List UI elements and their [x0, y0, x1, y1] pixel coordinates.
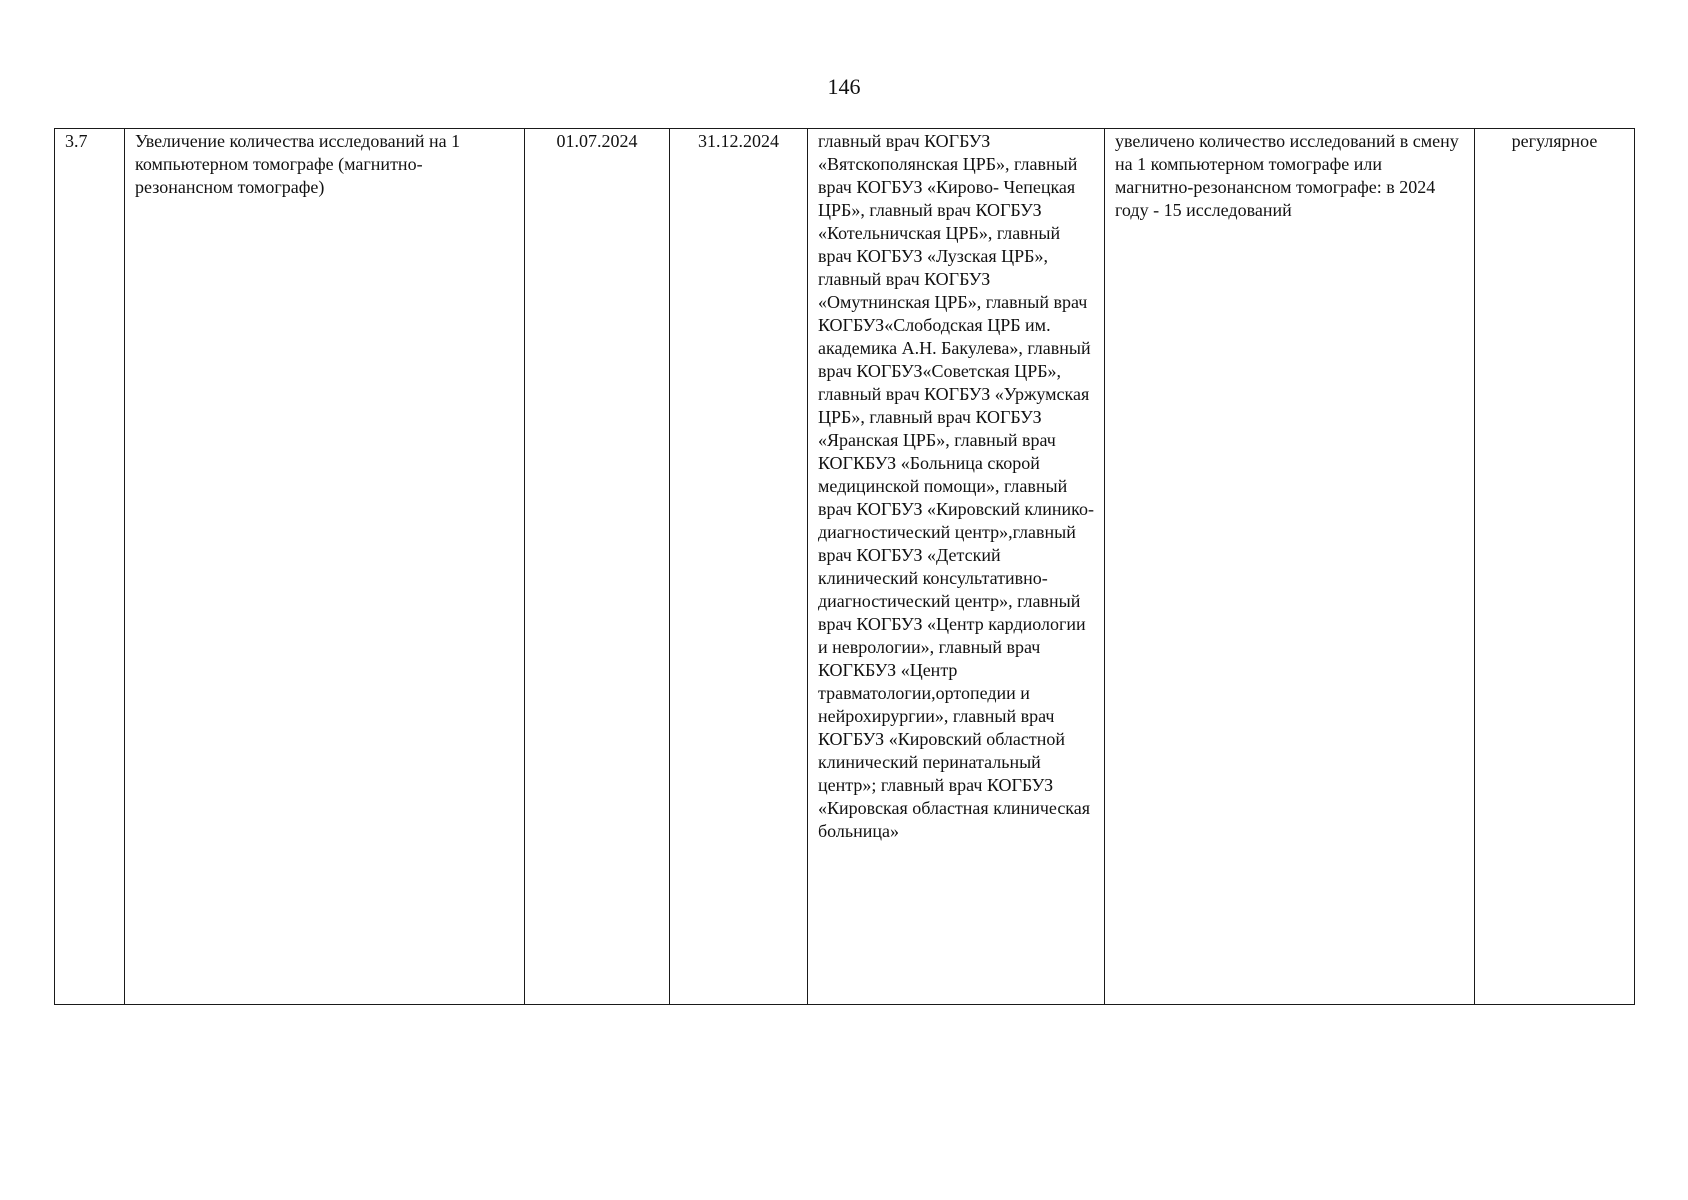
row-number-cell: 3.7: [55, 129, 125, 1005]
measure-cell: Увеличение количества исследований на 1 компьютерном томографе (магнитно-резонансном томографе): [125, 129, 525, 1005]
page-number: 146: [827, 74, 861, 99]
measures-table: [54, 128, 1635, 1005]
type-cell: регулярное: [1475, 129, 1635, 1005]
table-row: [55, 129, 1635, 1005]
responsible-cell: главный врач КОГБУЗ «Вятскополянская ЦРБ», главный врач КОГБУЗ «Кирово- Чепецкая ЦРБ», главный врач КОГБУЗ «Котельничская ЦРБ», главный врач КОГБУЗ «Лузская ЦРБ», главный врач КОГБУЗ «Омутнинская ЦРБ», главный врач КОГБУЗ«Слободская ЦРБ им. академика А.Н. Бакулева», главный врач КОГБУЗ«Советская ЦРБ», главный врач КОГБУЗ «Уржумская ЦРБ», главный врач КОГБУЗ «Яранская ЦРБ», главный врач КОГКБУЗ «Больница скорой медицинской помощи», главный врач КОГБУЗ «Кировский клинико-диагностический центр»,главный врач КОГБУЗ «Детский клинический консультативно-диагностический центр», главный врач КОГБУЗ «Центр кардиологии и неврологии», главный врач КОГКБУЗ «Центр травматологии,ортопедии и нейрохирургии», главный врач КОГБУЗ «Кировский областной клинический перинатальный центр»; главный врач КОГБУЗ «Кировская областная клиническая больница»: [808, 129, 1105, 1005]
end-date-cell: 31.12.2024: [670, 129, 808, 1005]
start-date-cell: 01.07.2024: [525, 129, 670, 1005]
result-cell: увеличено количество исследований в смену на 1 компьютерном томографе или магнитно-резонансном томографе: в 2024 году - 15 исследований: [1105, 129, 1475, 1005]
